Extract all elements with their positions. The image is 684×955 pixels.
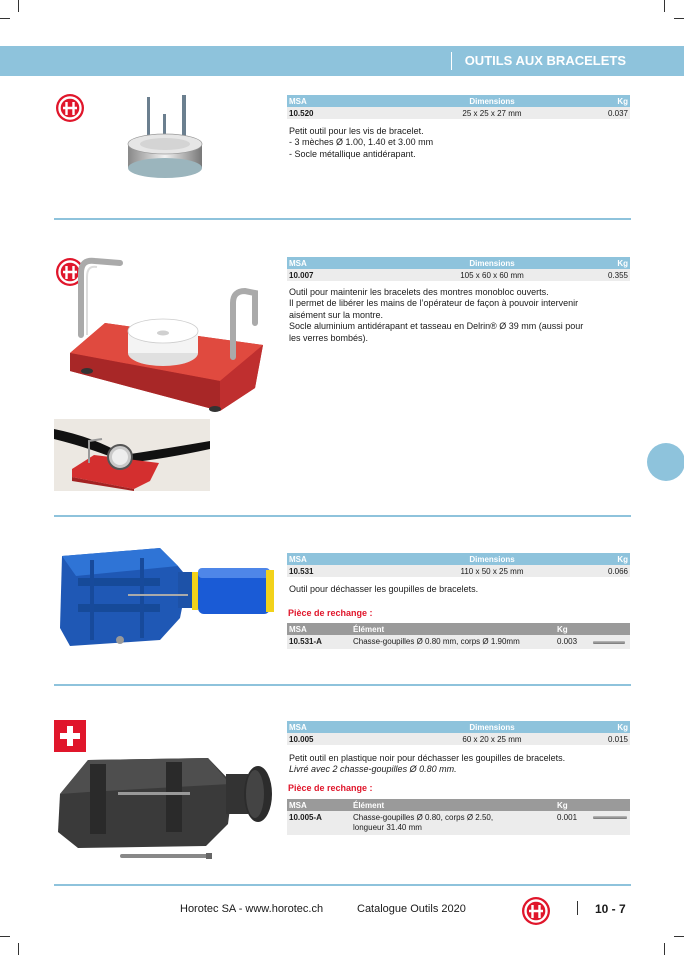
table-row	[287, 107, 630, 119]
crop-mark	[18, 0, 19, 12]
section-divider	[54, 684, 631, 686]
table-header	[287, 257, 630, 269]
footer-separator	[577, 901, 578, 915]
crop-mark	[0, 18, 10, 19]
pin-icon	[593, 641, 625, 644]
description-line: - Socle métallique antidérapant.	[289, 148, 416, 159]
table-header	[287, 95, 630, 107]
spare-element: Chasse-goupilles Ø 0.80, corps Ø 2.50,	[353, 813, 494, 822]
product-image-pin-pusher-black	[58, 754, 276, 866]
description-line-italic: Livré avec 2 chasse-goupilles Ø 0.80 mm.	[289, 764, 457, 775]
product-ref: 10.007	[289, 271, 314, 280]
product-weight: 0.355	[607, 271, 628, 280]
product-description	[289, 126, 629, 160]
col-kg: Kg	[557, 625, 568, 634]
spare-part-table	[287, 623, 630, 649]
description-line: Outil pour maintenir les bracelets des montres monobloc ouverts.	[289, 287, 549, 297]
horotec-logo-icon	[521, 896, 551, 926]
spare-weight: 0.001	[557, 813, 578, 822]
product-image-pin-pusher-blue	[60, 548, 278, 650]
col-kg: Kg	[557, 801, 568, 810]
spare-part-table	[287, 799, 630, 835]
col-msa: MSA	[289, 801, 307, 810]
footer-divider	[54, 884, 631, 886]
chapter-tab	[647, 443, 684, 481]
header-separator	[451, 52, 452, 70]
horotec-logo-icon	[55, 93, 85, 123]
footer-company: Horotec SA - www.horotec.ch	[180, 903, 324, 915]
crop-mark	[674, 936, 684, 937]
col-msa: MSA	[289, 97, 307, 106]
swiss-made-flag-icon	[54, 720, 86, 752]
product-ref: 10.531	[289, 567, 314, 576]
description-line: Outil pour déchasser les goupilles de bracelets.	[289, 584, 479, 594]
product-dimensions: 110 x 50 x 25 mm	[460, 567, 524, 576]
product-table	[287, 553, 630, 577]
section-divider	[54, 218, 631, 220]
table-header	[287, 721, 630, 733]
product-weight: 0.015	[607, 735, 628, 744]
product-ref: 10.520	[289, 109, 314, 118]
description-line: Petit outil en plastique noir pour déchasser les goupilles de bracelets.	[289, 753, 566, 763]
product-table	[287, 95, 630, 119]
spare-table-row	[287, 635, 630, 649]
product-table	[287, 257, 630, 281]
pin-icon	[593, 816, 627, 819]
table-row	[287, 269, 630, 281]
col-element: Élément	[353, 625, 385, 634]
spare-element: Chasse-goupilles Ø 0.80 mm, corps Ø 1.90mm	[353, 637, 520, 646]
table-row	[287, 733, 630, 745]
col-msa: MSA	[289, 625, 307, 634]
col-dimensions: Dimensions	[469, 555, 515, 564]
spare-part-title: Pièce de rechange :	[288, 608, 373, 618]
spare-ref: 10.005-A	[289, 813, 322, 822]
col-dimensions: Dimensions	[469, 259, 515, 268]
col-msa: MSA	[289, 723, 307, 732]
crop-mark	[0, 936, 10, 937]
description-line: Il permet de libérer les mains de l’opérateur de façon à pouvoir intervenir	[289, 298, 579, 309]
product-description	[289, 753, 629, 776]
spare-table-header	[287, 799, 630, 811]
col-kg: Kg	[617, 555, 628, 564]
table-row	[287, 565, 630, 577]
crop-mark	[664, 0, 665, 12]
spare-table-header	[287, 623, 630, 635]
product-table	[287, 721, 630, 745]
crop-mark	[674, 18, 684, 19]
product-dimensions: 105 x 60 x 60 mm	[460, 271, 524, 280]
col-kg: Kg	[617, 259, 628, 268]
description-line: Petit outil pour les vis de bracelet.	[289, 126, 424, 136]
col-dimensions: Dimensions	[469, 723, 515, 732]
product-description	[289, 287, 629, 344]
product-dimensions: 60 x 20 x 25 mm	[462, 735, 522, 744]
table-header	[287, 553, 630, 565]
col-element: Élément	[353, 801, 385, 810]
section-header	[0, 46, 684, 76]
product-image-screw-tool	[125, 92, 205, 187]
section-title: OUTILS AUX BRACELETS	[464, 53, 626, 68]
product-dimensions: 25 x 25 x 27 mm	[462, 109, 522, 118]
product-description	[289, 584, 629, 595]
description-line: aisément sur la montre.	[289, 309, 384, 320]
description-line: les verres bombés).	[289, 332, 369, 343]
product-weight: 0.037	[607, 109, 628, 118]
product-image-bracelet-holder	[65, 253, 267, 413]
product-ref: 10.005	[289, 735, 314, 744]
crop-mark	[664, 943, 665, 955]
section-divider	[54, 515, 631, 517]
spare-part-title: Pièce de rechange :	[288, 783, 373, 793]
spare-table-row	[287, 811, 630, 835]
description-line: - 3 mèches Ø 1.00, 1.40 et 3.00 mm	[289, 137, 434, 148]
col-msa: MSA	[289, 555, 307, 564]
crop-mark	[18, 943, 19, 955]
footer-catalogue: Catalogue Outils 2020	[357, 903, 466, 915]
product-image-in-use	[54, 419, 210, 491]
description-line: Socle aluminium antidérapant et tasseau en Delrin® Ø 39 mm (aussi pour	[289, 321, 584, 332]
product-weight: 0.066	[607, 567, 628, 576]
col-kg: Kg	[617, 97, 628, 106]
col-dimensions: Dimensions	[469, 97, 515, 106]
col-kg: Kg	[617, 723, 628, 732]
page-number: 10 - 7	[595, 902, 626, 916]
spare-weight: 0.003	[557, 637, 578, 646]
spare-element-line2: longueur 31.40 mm	[353, 823, 422, 832]
spare-ref: 10.531-A	[289, 637, 322, 646]
col-msa: MSA	[289, 259, 307, 268]
